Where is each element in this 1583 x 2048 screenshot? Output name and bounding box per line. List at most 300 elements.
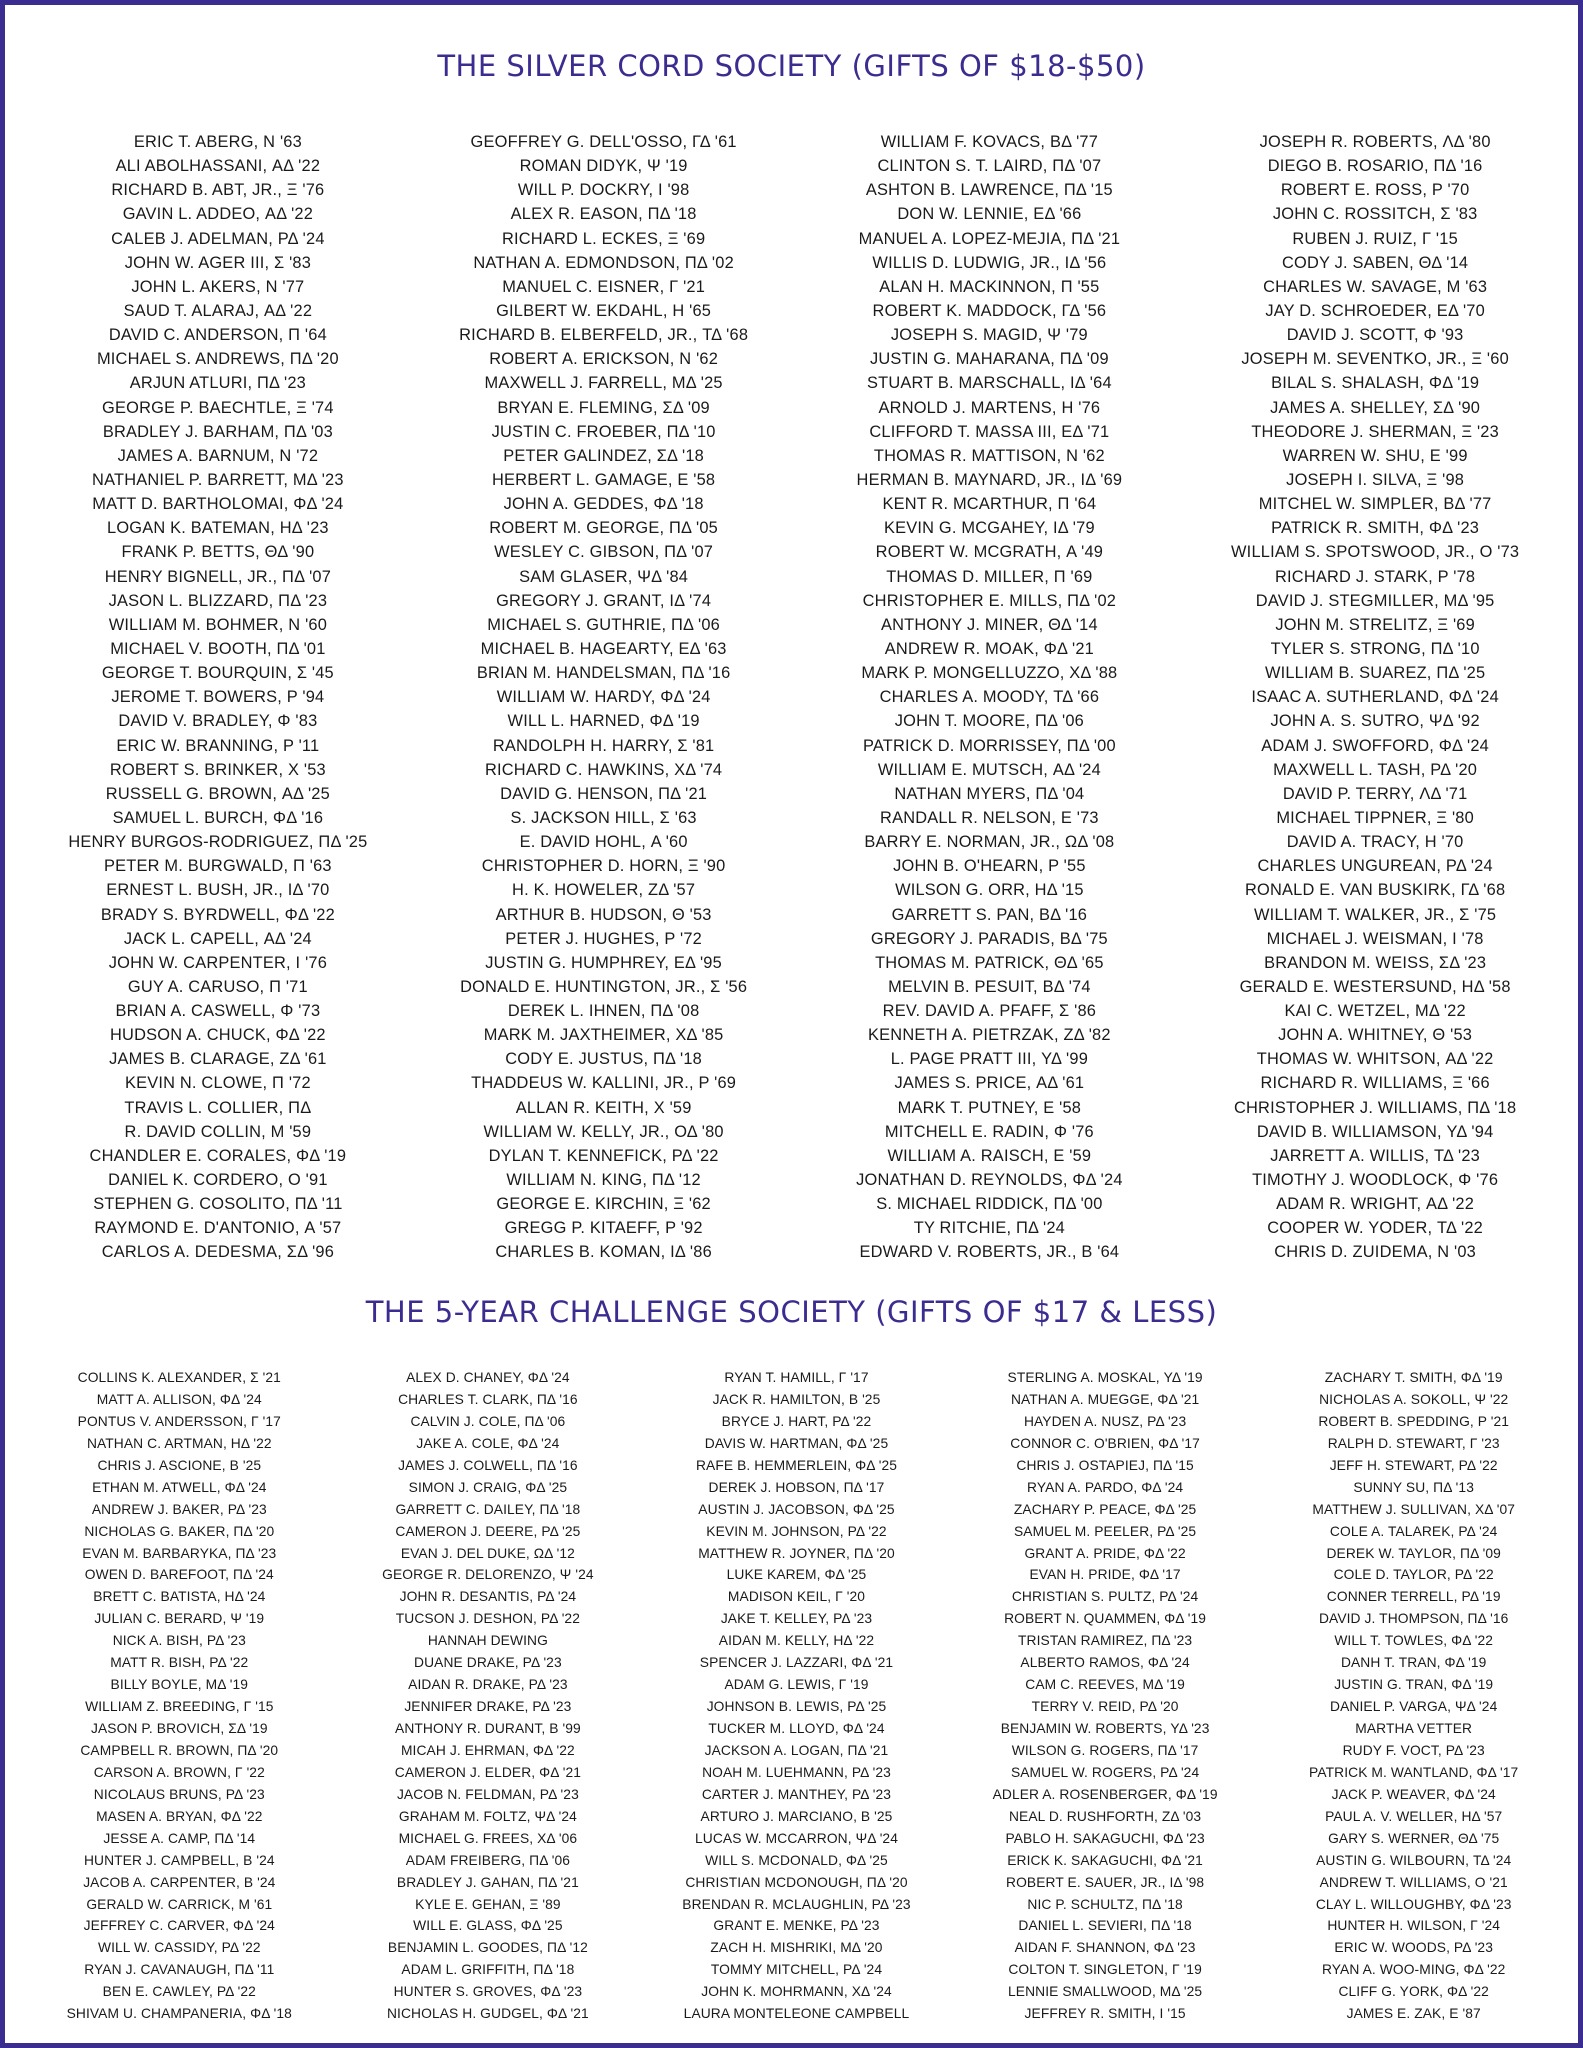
donor-name: ARTURO J. MARCIANO, Β '25	[700, 1808, 893, 1824]
donor-name: MATT R. BISH, ΡΔ '22	[110, 1655, 249, 1671]
donor-name: NATHAN C. ARTMAN, ΗΔ '22	[86, 1435, 272, 1451]
donor-name: HUNTER S. GROVES, ΦΔ '23	[393, 1984, 583, 2000]
donor-name: DANIEL P. VARGA, ΨΔ '24	[1330, 1699, 1498, 1715]
donor-name: CHARLES B. KOMAN, ΙΔ '86	[495, 1243, 712, 1262]
donor-column	[25, 1367, 334, 2025]
donor-name: DANIEL L. SEVIERI, ΠΔ '18	[1018, 1918, 1192, 1934]
donor-name: JOSEPH S. MAGID, Ψ '79	[890, 326, 1088, 345]
donor-name: WILSON G. ORR, ΗΔ '15	[895, 881, 1084, 900]
donor-name: ANDREW R. MOAK, ΦΔ '21	[884, 639, 1094, 658]
donor-name: WILL P. DOCKRY, Ι '98	[517, 181, 690, 200]
donor-name: BILLY BOYLE, ΜΔ '19	[110, 1677, 249, 1693]
donor-name: FRANK P. BETTS, ΘΔ '90	[121, 543, 315, 562]
donor-name: RYAN J. CAVANAUGH, ΠΔ '11	[84, 1962, 275, 1978]
donor-name: GARY S. WERNER, ΘΔ '75	[1328, 1830, 1500, 1846]
donor-name: CHRISTIAN S. PULTZ, ΡΔ '24	[1011, 1589, 1199, 1605]
donor-name: MARK T. PUTNEY, Ε '58	[897, 1098, 1082, 1117]
donor-name: MATTHEW J. SULLIVAN, ΧΔ '07	[1312, 1501, 1516, 1517]
donor-name: SIMON J. CRAIG, ΦΔ '25	[408, 1479, 568, 1495]
donor-name: RAFE B. HEMMERLEIN, ΦΔ '25	[695, 1457, 897, 1473]
donor-name: GERALD E. WESTERSUND, ΗΔ '58	[1239, 977, 1511, 996]
donor-name: TYLER S. STRONG, ΠΔ '10	[1270, 639, 1480, 658]
donor-name: WILLIAM A. RAISCH, Ε '59	[887, 1146, 1092, 1165]
donor-name: WILLIAM M. BOHMER, N '60	[108, 615, 328, 634]
donor-name: OWEN D. BAREFOOT, ΠΔ '24	[84, 1567, 274, 1583]
donor-name: JUSTIN C. FROEBER, ΠΔ '10	[491, 422, 716, 441]
donor-name: ROBERT E. ROSS, Ρ '70	[1280, 181, 1470, 200]
donor-name: SAMUEL L. BURCH, ΦΔ '16	[112, 808, 324, 827]
donor-name: ADAM G. LEWIS, Γ '19	[724, 1677, 869, 1693]
donor-name: EDWARD V. ROBERTS, JR., Β '64	[859, 1243, 1120, 1262]
donor-name: CHRIS D. ZUIDEMA, N '03	[1274, 1243, 1476, 1262]
donor-name: RANDALL R. NELSON, Ε '73	[880, 808, 1099, 827]
donor-name: CHRISTOPHER J. WILLIAMS, ΠΔ '18	[1233, 1098, 1517, 1117]
donor-name: JAMES A. SHELLEY, ΣΔ '90	[1270, 398, 1481, 417]
donor-name: DYLAN T. KENNEFICK, ΡΔ '22	[488, 1146, 719, 1165]
donor-name: DANH T. TRAN, ΦΔ '19	[1340, 1655, 1487, 1671]
donor-name: ALEX R. EASON, ΠΔ '18	[510, 205, 697, 224]
donor-name: JACK P. WEAVER, ΦΔ '24	[1331, 1786, 1496, 1802]
donor-name: EVAN M. BARBARYKA, ΠΔ '23	[82, 1545, 277, 1561]
donor-name: GRAHAM M. FOLTZ, ΨΔ '24	[398, 1808, 577, 1824]
donor-name: JOHN W. CARPENTER, Ι '76	[108, 953, 328, 972]
donor-name: PETER M. BURGWALD, Π '63	[104, 857, 332, 876]
donor-name: GREGORY J. GRANT, ΙΔ '74	[496, 591, 712, 610]
donor-name: WILL L. HARNED, ΦΔ '19	[507, 712, 700, 731]
donor-name: MICHAEL S. ANDREWS, ΠΔ '20	[96, 350, 339, 369]
donor-name: SUNNY SU, ΠΔ '13	[1353, 1479, 1474, 1495]
donor-name: PETER GALINDEZ, ΣΔ '18	[503, 446, 705, 465]
donor-name: MASEN A. BRYAN, ΦΔ '22	[96, 1808, 263, 1824]
donor-name: CARSON A. BROWN, Γ '22	[93, 1764, 265, 1780]
five-year-challenge-donor-list	[25, 1367, 1568, 2025]
donor-name: LAURA MONTELEONE CAMPBELL	[683, 2006, 910, 2022]
donor-name: BRADLEY J. GAHAN, ΠΔ '21	[396, 1874, 579, 1890]
donor-name: CHARLES W. SAVAGE, Μ '63	[1263, 277, 1488, 296]
donor-name: NICHOLAS G. BAKER, ΠΔ '20	[84, 1523, 275, 1539]
donor-name: TRISTAN RAMIREZ, ΠΔ '23	[1018, 1633, 1193, 1649]
donor-name: SAMUEL M. PEELER, ΡΔ '25	[1014, 1523, 1197, 1539]
donor-name: LUKE KAREM, ΦΔ '25	[726, 1567, 867, 1583]
donor-name: BRIAN M. HANDELSMAN, ΠΔ '16	[476, 664, 731, 683]
donor-name: ALI ABOLHASSANI, ΑΔ '22	[115, 157, 321, 176]
donor-name: JOHN B. O'HEARN, Ρ '55	[893, 857, 1086, 876]
donor-name: COOPER W. YODER, ΤΔ '22	[1267, 1219, 1483, 1238]
donor-name: MATTHEW R. JOYNER, ΠΔ '20	[698, 1545, 895, 1561]
donor-name: DIEGO B. ROSARIO, ΠΔ '16	[1267, 157, 1483, 176]
donor-name: SAM GLASER, ΨΔ '84	[519, 567, 689, 586]
donor-column	[642, 1367, 951, 2025]
donor-name: NATHANIEL P. BARRETT, ΜΔ '23	[92, 470, 344, 489]
donor-name: RICHARD C. HAWKINS, ΧΔ '74	[484, 760, 723, 779]
donor-name: DAVID J. SCOTT, Φ '93	[1286, 326, 1464, 345]
donor-name: KEVIN N. CLOWE, Π '72	[124, 1074, 311, 1093]
donor-name: RICHARD R. WILLIAMS, Ξ '66	[1260, 1074, 1490, 1093]
donor-name: DAVIS W. HARTMAN, ΦΔ '25	[704, 1435, 889, 1451]
donor-name: AUSTIN J. JACOBSON, ΦΔ '25	[698, 1501, 895, 1517]
donor-name: COLE A. TALAREK, ΡΔ '24	[1329, 1523, 1498, 1539]
donor-name: JASON L. BLIZZARD, ΠΔ '23	[108, 591, 328, 610]
donor-name: JEFFREY R. SMITH, Ι '15	[1024, 2006, 1186, 2022]
donor-name: CHARLES UNGUREAN, ΡΔ '24	[1257, 857, 1493, 876]
donor-name: BRIAN A. CASWELL, Φ '73	[115, 1002, 321, 1021]
donor-name: MANUEL C. EISNER, Γ '21	[502, 277, 706, 296]
donor-name: TOMMY MITCHELL, ΡΔ '24	[710, 1962, 883, 1978]
donor-name: ROBERT W. MCGRATH, Α '49	[875, 543, 1104, 562]
donor-column	[411, 130, 797, 1265]
donor-name: CALEB J. ADELMAN, ΡΔ '24	[111, 229, 325, 248]
donor-name: DAVID C. ANDERSON, Π '64	[108, 326, 327, 345]
donor-name: JOSEPH I. SILVA, Ξ '98	[1286, 470, 1465, 489]
donor-name: HANNAH DEWING	[427, 1633, 548, 1649]
donor-name: KAI C. WETZEL, ΜΔ '22	[1284, 1002, 1466, 1021]
donor-name: DEREK L. IHNEN, ΠΔ '08	[507, 1002, 700, 1021]
donor-name: MATT A. ALLISON, ΦΔ '24	[96, 1391, 262, 1407]
donor-name: RUBEN J. RUIZ, Γ '15	[1292, 229, 1458, 248]
donor-name: TRAVIS L. COLLIER, ΠΔ	[124, 1098, 312, 1117]
donor-name: JOHN C. ROSSITCH, Σ '83	[1272, 205, 1478, 224]
donor-name: MICHAEL S. GUTHRIE, ΠΔ '06	[487, 615, 720, 634]
donor-name: ISAAC A. SUTHERLAND, ΦΔ '24	[1251, 688, 1499, 707]
donor-name: BRANDON M. WEISS, ΣΔ '23	[1264, 953, 1487, 972]
donor-name: ARTHUR B. HUDSON, Θ '53	[495, 905, 712, 924]
donor-name: WILLIAM Z. BREEDING, Γ '15	[85, 1699, 274, 1715]
donor-name: CLIFF G. YORK, ΦΔ '22	[1338, 1984, 1489, 2000]
donor-name: ANTHONY J. MINER, ΘΔ '14	[880, 615, 1098, 634]
donor-name: DAVID V. BRADLEY, Φ '83	[118, 712, 318, 731]
donor-name: WARREN W. SHU, Ε '99	[1282, 446, 1468, 465]
donor-name: AIDAN R. DRAKE, ΡΔ '23	[408, 1677, 568, 1693]
donor-name: E. DAVID HOHL, Α '60	[519, 833, 688, 852]
donor-name: ALBERTO RAMOS, ΦΔ '24	[1020, 1655, 1190, 1671]
section-title-silver-cord: THE SILVER CORD SOCIETY (GIFTS OF $18-$50)	[437, 49, 1146, 83]
donor-name: HENRY BURGOS-RODRIGUEZ, ΠΔ '25	[68, 833, 368, 852]
donor-name: DAVID P. TERRY, ΛΔ '71	[1282, 784, 1468, 803]
donor-name: DAVID A. TRACY, Η '70	[1286, 833, 1464, 852]
donor-name: JAKE A. COLE, ΦΔ '24	[416, 1435, 560, 1451]
donor-name: ANTHONY R. DURANT, Β '99	[395, 1721, 581, 1736]
donor-name: JESSE A. CAMP, ΠΔ '14	[103, 1830, 256, 1846]
donor-name: SAUD T. ALARAJ, ΑΔ '22	[123, 301, 313, 320]
donor-name: GREGG P. KITAEFF, Ρ '92	[504, 1219, 703, 1238]
donor-name: PABLO H. SAKAGUCHI, ΦΔ '23	[1005, 1830, 1205, 1846]
donor-name: CAMERON J. DEERE, ΡΔ '25	[395, 1523, 581, 1539]
section-title-five-year-challenge: THE 5-YEAR CHALLENGE SOCIETY (GIFTS OF $17 & LESS)	[365, 1295, 1218, 1329]
donor-name: HAYDEN A. NUSZ, ΡΔ '23	[1023, 1413, 1187, 1429]
donor-column	[951, 1367, 1260, 2025]
donor-name: TIMOTHY J. WOODLOCK, Φ '76	[1252, 1171, 1499, 1190]
donor-name: MADISON KEIL, Γ '20	[727, 1589, 866, 1605]
donor-name: RYAN A. PARDO, ΦΔ '24	[1027, 1479, 1184, 1495]
donor-name: CHRIS J. OSTAPIEJ, ΠΔ '15	[1016, 1457, 1194, 1473]
donor-name: ROBERT E. SAUER, JR., ΙΔ '98	[1006, 1874, 1205, 1890]
donor-name: WILL S. MCDONALD, ΦΔ '25	[705, 1852, 888, 1868]
donor-name: STUART B. MARSCHALL, ΙΔ '64	[866, 374, 1112, 393]
donor-name: CHRISTOPHER D. HORN, Ξ '90	[481, 857, 726, 876]
donor-column	[25, 130, 411, 1265]
donor-name: RUSSELL G. BROWN, ΑΔ '25	[105, 784, 330, 803]
donor-name: GEORGE T. BOURQUIN, Σ '45	[101, 664, 334, 683]
donor-name: AUSTIN G. WILBOURN, ΤΔ '24	[1316, 1852, 1512, 1868]
donor-name: JOSEPH R. ROBERTS, ΛΔ '80	[1259, 133, 1491, 151]
donor-name: ROBERT K. MADDOCK, ΓΔ '56	[872, 301, 1107, 320]
donor-name: CLIFFORD T. MASSA III, ΕΔ '71	[869, 422, 1110, 441]
donor-name: NIC P. SCHULTZ, ΠΔ '18	[1027, 1896, 1183, 1912]
donor-name: WILL T. TOWLES, ΦΔ '22	[1334, 1633, 1494, 1649]
donor-name: S. JACKSON HILL, Σ '63	[510, 808, 697, 827]
donor-name: STEPHEN G. COSOLITO, ΠΔ '11	[93, 1195, 343, 1214]
donor-name: CLINTON S. T. LAIRD, ΠΔ '07	[877, 157, 1102, 176]
donor-name: NICHOLAS A. SOKOLL, Ψ '22	[1319, 1391, 1509, 1407]
donor-name: RUDY F. VOCT, ΡΔ '23	[1342, 1742, 1485, 1758]
donor-name: CHARLES T. CLARK, ΠΔ '16	[398, 1391, 578, 1407]
donor-column	[797, 130, 1183, 1265]
donor-name: STERLING A. MOSKAL, ΥΔ '19	[1007, 1370, 1203, 1385]
donor-name: DANIEL K. CORDERO, Ο '91	[108, 1171, 328, 1190]
donor-name: JENNIFER DRAKE, ΡΔ '23	[404, 1699, 572, 1715]
donor-name: JOHN M. STRELITZ, Ξ '69	[1275, 615, 1475, 634]
donor-name: BARRY E. NORMAN, JR., ΩΔ '08	[864, 833, 1115, 852]
donor-name: ZACH H. MISHRIKI, ΜΔ '20	[710, 1940, 883, 1956]
donor-name: RICHARD J. STARK, Ρ '78	[1275, 567, 1476, 586]
donor-name: BRETT C. BATISTA, ΗΔ '24	[93, 1589, 266, 1605]
donor-column	[1259, 1367, 1568, 2025]
donor-name: JAMES A. BARNUM, N '72	[117, 446, 319, 465]
donor-name: SHIVAM U. CHAMPANERIA, ΦΔ '18	[66, 2006, 292, 2022]
donor-name: JUSTIN G. HUMPHREY, ΕΔ '95	[485, 953, 722, 972]
donor-name: BRENDAN R. MCLAUGHLIN, ΡΔ '23	[682, 1896, 911, 1912]
donor-name: CHARLES A. MOODY, ΤΔ '66	[879, 688, 1100, 707]
donor-name: MICAH J. EHRMAN, ΦΔ '22	[400, 1742, 575, 1758]
donor-name: JACOB A. CARPENTER, Β '24	[83, 1874, 276, 1890]
donor-name: PAUL A. V. WELLER, ΗΔ '57	[1325, 1808, 1503, 1824]
donor-name: CLAY L. WILLOUGHBY, ΦΔ '23	[1315, 1896, 1512, 1912]
donor-name: GERALD W. CARRICK, Μ '61	[86, 1896, 273, 1912]
donor-name: MAXWELL J. FARRELL, ΜΔ '25	[484, 374, 723, 393]
donor-name: HERBERT L. GAMAGE, Ε '58	[492, 470, 716, 489]
donor-name: JASON P. BROVICH, ΣΔ '19	[90, 1721, 268, 1736]
donor-name: NICHOLAS H. GUDGEL, ΦΔ '21	[386, 2006, 589, 2022]
donor-name: CONNOR C. O'BRIEN, ΦΔ '17	[1010, 1435, 1200, 1451]
donor-name: ETHAN M. ATWELL, ΦΔ '24	[92, 1479, 267, 1495]
donor-name: NICK A. BISH, ΡΔ '23	[112, 1633, 246, 1649]
donor-name: KYLE E. GEHAN, Ξ '89	[415, 1896, 561, 1912]
donor-name: JAMES B. CLARAGE, ΖΔ '61	[109, 1050, 327, 1069]
donor-name: RAYMOND E. D'ANTONIO, Α '57	[94, 1219, 342, 1238]
donor-name: ROBERT A. ERICKSON, N '62	[489, 350, 719, 369]
donor-name: THOMAS D. MILLER, Π '69	[886, 567, 1093, 586]
donor-name: GARRETT S. PAN, ΒΔ '16	[891, 905, 1088, 924]
donor-name: ZACHARY T. SMITH, ΦΔ '19	[1324, 1370, 1503, 1385]
donor-name: AIDAN M. KELLY, ΗΔ '22	[718, 1633, 875, 1649]
donor-name: S. MICHAEL RIDDICK, ΠΔ '00	[876, 1195, 1103, 1214]
donor-name: GRANT A. PRIDE, ΦΔ '22	[1024, 1545, 1186, 1561]
donor-name: CARLOS A. DEDESMA, ΣΔ '96	[101, 1243, 335, 1262]
donor-name: ANDREW T. WILLIAMS, Ο '21	[1319, 1874, 1508, 1890]
donor-name: JACK R. HAMILTON, Β '25	[712, 1391, 881, 1407]
donor-name: HUDSON A. CHUCK, ΦΔ '22	[110, 1026, 326, 1045]
donor-name: CODY E. JUSTUS, ΠΔ '18	[505, 1050, 702, 1069]
donor-name: RICHARD B. ELBERFELD, JR., ΤΔ '68	[459, 326, 749, 345]
donor-name: JAY D. SCHROEDER, ΕΔ '70	[1265, 301, 1485, 320]
donor-name: DAVID G. HENSON, ΠΔ '21	[500, 784, 708, 803]
donor-name: NATHAN MYERS, ΠΔ '04	[894, 784, 1085, 803]
donor-name: NATHAN A. EDMONDSON, ΠΔ '02	[473, 253, 734, 272]
donor-name: WILLIAM S. SPOTSWOOD, JR., Ο '73	[1231, 543, 1520, 562]
donor-name: RICHARD L. ECKES, Ξ '69	[501, 229, 706, 248]
donor-name: CAMPBELL R. BROWN, ΠΔ '20	[80, 1742, 279, 1758]
donor-name: TUCSON J. DESHON, ΡΔ '22	[395, 1611, 580, 1627]
donor-name: ERIC W. WOODS, ΡΔ '23	[1334, 1940, 1493, 1956]
donor-name: JEROME T. BOWERS, Ρ '94	[111, 688, 325, 707]
donor-name: JEFFREY C. CARVER, ΦΔ '24	[83, 1918, 275, 1934]
donor-name: DEREK W. TAYLOR, ΠΔ '09	[1326, 1545, 1501, 1561]
donor-name: HUNTER H. WILSON, Γ '24	[1327, 1918, 1501, 1934]
donor-name: DAVID J. STEGMILLER, ΜΔ '95	[1255, 591, 1495, 610]
donor-name: JOHN A. WHITNEY, Θ '53	[1278, 1026, 1473, 1045]
donor-name: CALVIN J. COLE, ΠΔ '06	[410, 1413, 566, 1429]
donor-name: JACOB N. FELDMAN, ΡΔ '23	[396, 1786, 579, 1802]
donor-name: JACK L. CAPELL, ΑΔ '24	[123, 929, 312, 948]
donor-name: ADAM J. SWOFFORD, ΦΔ '24	[1261, 736, 1489, 755]
donor-name: WILL W. CASSIDY, ΡΔ '22	[97, 1940, 261, 1956]
donor-name: BENJAMIN L. GOODES, ΠΔ '12	[387, 1940, 588, 1956]
donor-name: BENJAMIN W. ROBERTS, ΥΔ '23	[1000, 1721, 1210, 1736]
donor-name: ARNOLD J. MARTENS, Η '76	[878, 398, 1101, 417]
donor-name: TY RITCHIE, ΠΔ '24	[913, 1219, 1066, 1238]
donor-name: MICHAEL G. FREES, ΧΔ '06	[398, 1830, 578, 1846]
donor-name: NOAH M. LUEHMANN, ΡΔ '23	[702, 1764, 891, 1780]
donor-name: JEFF H. STEWART, ΡΔ '22	[1329, 1457, 1498, 1473]
donor-name: GEORGE E. KIRCHIN, Ξ '62	[496, 1195, 711, 1214]
donor-name: MITCHEL W. SIMPLER, ΒΔ '77	[1258, 495, 1492, 514]
donor-name: MANUEL A. LOPEZ-MEJIA, ΠΔ '21	[858, 229, 1121, 248]
donor-name: ROBERT M. GEORGE, ΠΔ '05	[489, 519, 718, 538]
donor-name: MICHAEL V. BOOTH, ΠΔ '01	[110, 639, 326, 658]
donor-name: REV. DAVID A. PFAFF, Σ '86	[882, 1002, 1097, 1021]
donor-name: MICHAEL J. WEISMAN, Ι '78	[1266, 929, 1484, 948]
donor-name: JOHN T. MOORE, ΠΔ '06	[894, 712, 1084, 731]
donor-name: ERIC W. BRANNING, Ρ '11	[116, 736, 320, 755]
donor-name: ERICK K. SAKAGUCHI, ΦΔ '21	[1007, 1852, 1203, 1868]
donor-name: PATRICK M. WANTLAND, ΦΔ '17	[1309, 1764, 1519, 1780]
donor-name: WESLEY C. GIBSON, ΠΔ '07	[494, 543, 714, 562]
donor-name: CAM C. REEVES, ΜΔ '19	[1025, 1677, 1185, 1693]
donor-name: HERMAN B. MAYNARD, JR., ΙΔ '69	[856, 470, 1123, 489]
donor-name: COLTON T. SINGLETON, Γ '19	[1008, 1962, 1202, 1978]
donor-name: JACKSON A. LOGAN, ΠΔ '21	[704, 1742, 889, 1758]
donor-name: ADAM R. WRIGHT, ΑΔ '22	[1276, 1195, 1475, 1214]
donor-name: WILLIS D. LUDWIG, JR., ΙΔ '56	[872, 253, 1107, 272]
donor-name: MARK M. JAXTHEIMER, ΧΔ '85	[483, 1026, 724, 1045]
donor-name: SPENCER J. LAZZARI, ΦΔ '21	[699, 1655, 894, 1671]
donor-name: JARRETT A. WILLIS, ΤΔ '23	[1270, 1146, 1480, 1165]
donor-name: CHRIS J. ASCIONE, Β '25	[97, 1457, 262, 1473]
donor-name: GAVIN L. ADDEO, ΑΔ '22	[122, 205, 314, 224]
donor-name: ANDREW J. BAKER, ΡΔ '23	[91, 1501, 267, 1517]
donor-name: JUSTIN G. TRAN, ΦΔ '19	[1334, 1677, 1494, 1693]
donor-name: AIDAN F. SHANNON, ΦΔ '23	[1014, 1940, 1196, 1956]
donor-name: CHRISTOPHER E. MILLS, ΠΔ '02	[862, 591, 1117, 610]
donor-name: TUCKER M. LLOYD, ΦΔ '24	[708, 1721, 885, 1736]
donor-name: WILLIAM N. KING, ΠΔ '12	[506, 1171, 701, 1190]
donor-column	[334, 1367, 643, 2025]
donor-name: ERNEST L. BUSH, JR., ΙΔ '70	[106, 881, 330, 900]
donor-name: NATHAN A. MUEGGE, ΦΔ '21	[1010, 1391, 1200, 1407]
donor-name: THADDEUS W. KALLINI, JR., Ρ '69	[471, 1074, 737, 1093]
donor-name: LENNIE SMALLWOOD, ΜΔ '25	[1008, 1984, 1203, 2000]
donor-name: RANDOLPH H. HARRY, Σ '81	[492, 736, 715, 755]
donor-name: PATRICK R. SMITH, ΦΔ '23	[1271, 519, 1480, 538]
donor-name: JOHN A. S. SUTRO, ΨΔ '92	[1270, 712, 1480, 731]
donor-name: WILL E. GLASS, ΦΔ '25	[413, 1918, 563, 1934]
donor-name: ROBERT B. SPEDDING, Ρ '21	[1318, 1413, 1510, 1429]
donor-name: EVAN J. DEL DUKE, ΩΔ '12	[400, 1545, 575, 1561]
donor-name: MITCHELL E. RADIN, Φ '76	[884, 1122, 1094, 1141]
donor-name: ADAM L. GRIFFITH, ΠΔ '18	[401, 1962, 575, 1978]
donor-name: WILSON G. ROGERS, ΠΔ '17	[1011, 1742, 1199, 1758]
donor-name: ADAM FREIBERG, ΠΔ '06	[405, 1852, 570, 1868]
donor-name: DEREK J. HOBSON, ΠΔ '17	[708, 1479, 885, 1495]
donor-name: RONALD E. VAN BUSKIRK, ΓΔ '68	[1244, 881, 1506, 900]
donor-name: ALAN H. MACKINNON, Π '55	[879, 277, 1100, 296]
donor-name: DAVID B. WILLIAMSON, ΥΔ '94	[1256, 1122, 1494, 1141]
donor-name: LUCAS W. MCCARRON, ΨΔ '24	[695, 1830, 898, 1846]
donor-name: SAMUEL W. ROGERS, ΡΔ '24	[1010, 1764, 1200, 1780]
donor-name: ALEX D. CHANEY, ΦΔ '24	[406, 1370, 570, 1385]
donor-name: ASHTON B. LAWRENCE, ΠΔ '15	[865, 181, 1113, 200]
donor-name: DON W. LENNIE, ΕΔ '66	[897, 205, 1082, 224]
donor-name: GARRETT C. DAILEY, ΠΔ '18	[395, 1501, 581, 1517]
donor-name: BRYCE J. HART, ΡΔ '22	[721, 1413, 872, 1429]
donor-name: HENRY BIGNELL, JR., ΠΔ '07	[104, 567, 332, 586]
donor-name: GEOFFREY G. DELL'OSSO, ΓΔ '61	[470, 133, 737, 151]
donor-name: GEORGE R. DELORENZO, Ψ '24	[382, 1567, 594, 1583]
donor-name: GRANT E. MENKE, ΡΔ '23	[713, 1918, 880, 1934]
donor-name: THEODORE J. SHERMAN, Ξ '23	[1251, 422, 1499, 441]
donor-name: ROBERT S. BRINKER, Χ '53	[109, 760, 326, 779]
donor-name: MARTHA VETTER	[1355, 1721, 1473, 1736]
donor-name: MARK P. MONGELLUZZO, ΧΔ '88	[861, 664, 1118, 683]
donor-name: ZACHARY P. PEACE, ΦΔ '25	[1013, 1501, 1197, 1517]
silver-cord-donor-list	[25, 130, 1568, 1265]
donor-name: JAMES S. PRICE, ΑΔ '61	[894, 1074, 1085, 1093]
donor-name: MATT D. BARTHOLOMAI, ΦΔ '24	[92, 495, 344, 514]
donor-name: JOHNSON B. LEWIS, ΡΔ '25	[706, 1699, 887, 1715]
donor-name: THOMAS M. PATRICK, ΘΔ '65	[875, 953, 1104, 972]
donor-name: GEORGE P. BAECHTLE, Ξ '74	[102, 398, 334, 417]
donor-name: GUY A. CARUSO, Π '71	[127, 977, 308, 996]
donor-name: WILLIAM T. WALKER, JR., Σ '75	[1254, 905, 1497, 924]
donor-name: BRADLEY J. BARHAM, ΠΔ '03	[102, 422, 333, 441]
donor-name: NICOLAUS BRUNS, ΡΔ '23	[93, 1786, 265, 1802]
donor-name: RYAN A. WOO-MING, ΦΔ '22	[1321, 1962, 1506, 1978]
donor-name: MELVIN B. PESUIT, ΒΔ '74	[888, 977, 1091, 996]
donor-name: CARTER J. MANTHEY, ΡΔ '23	[701, 1786, 892, 1802]
donor-name: ARJUN ATLURI, ΠΔ '23	[129, 374, 306, 393]
donor-name: THOMAS W. WHITSON, ΑΔ '22	[1256, 1050, 1494, 1069]
donor-name: CHANDLER E. CORALES, ΦΔ '19	[89, 1146, 347, 1165]
donor-name: RYAN T. HAMILL, Γ '17	[724, 1370, 869, 1385]
donor-name: WILLIAM W. KELLY, JR., ΟΔ '80	[483, 1122, 724, 1141]
donor-name: JOHN R. DESANTIS, ΡΔ '24	[399, 1589, 577, 1605]
donor-name: JOHN K. MOHRMANN, ΧΔ '24	[701, 1984, 892, 2000]
donor-name: MICHAEL TIPPNER, Ξ '80	[1276, 808, 1474, 827]
donor-name: MAXWELL L. TASH, ΡΔ '20	[1273, 760, 1478, 779]
donor-name: GILBERT W. EKDAHL, Η '65	[496, 301, 712, 320]
donor-name: LOGAN K. BATEMAN, ΗΔ '23	[107, 519, 329, 538]
donor-name: KENNETH A. PIETRZAK, ΖΔ '82	[868, 1026, 1111, 1045]
